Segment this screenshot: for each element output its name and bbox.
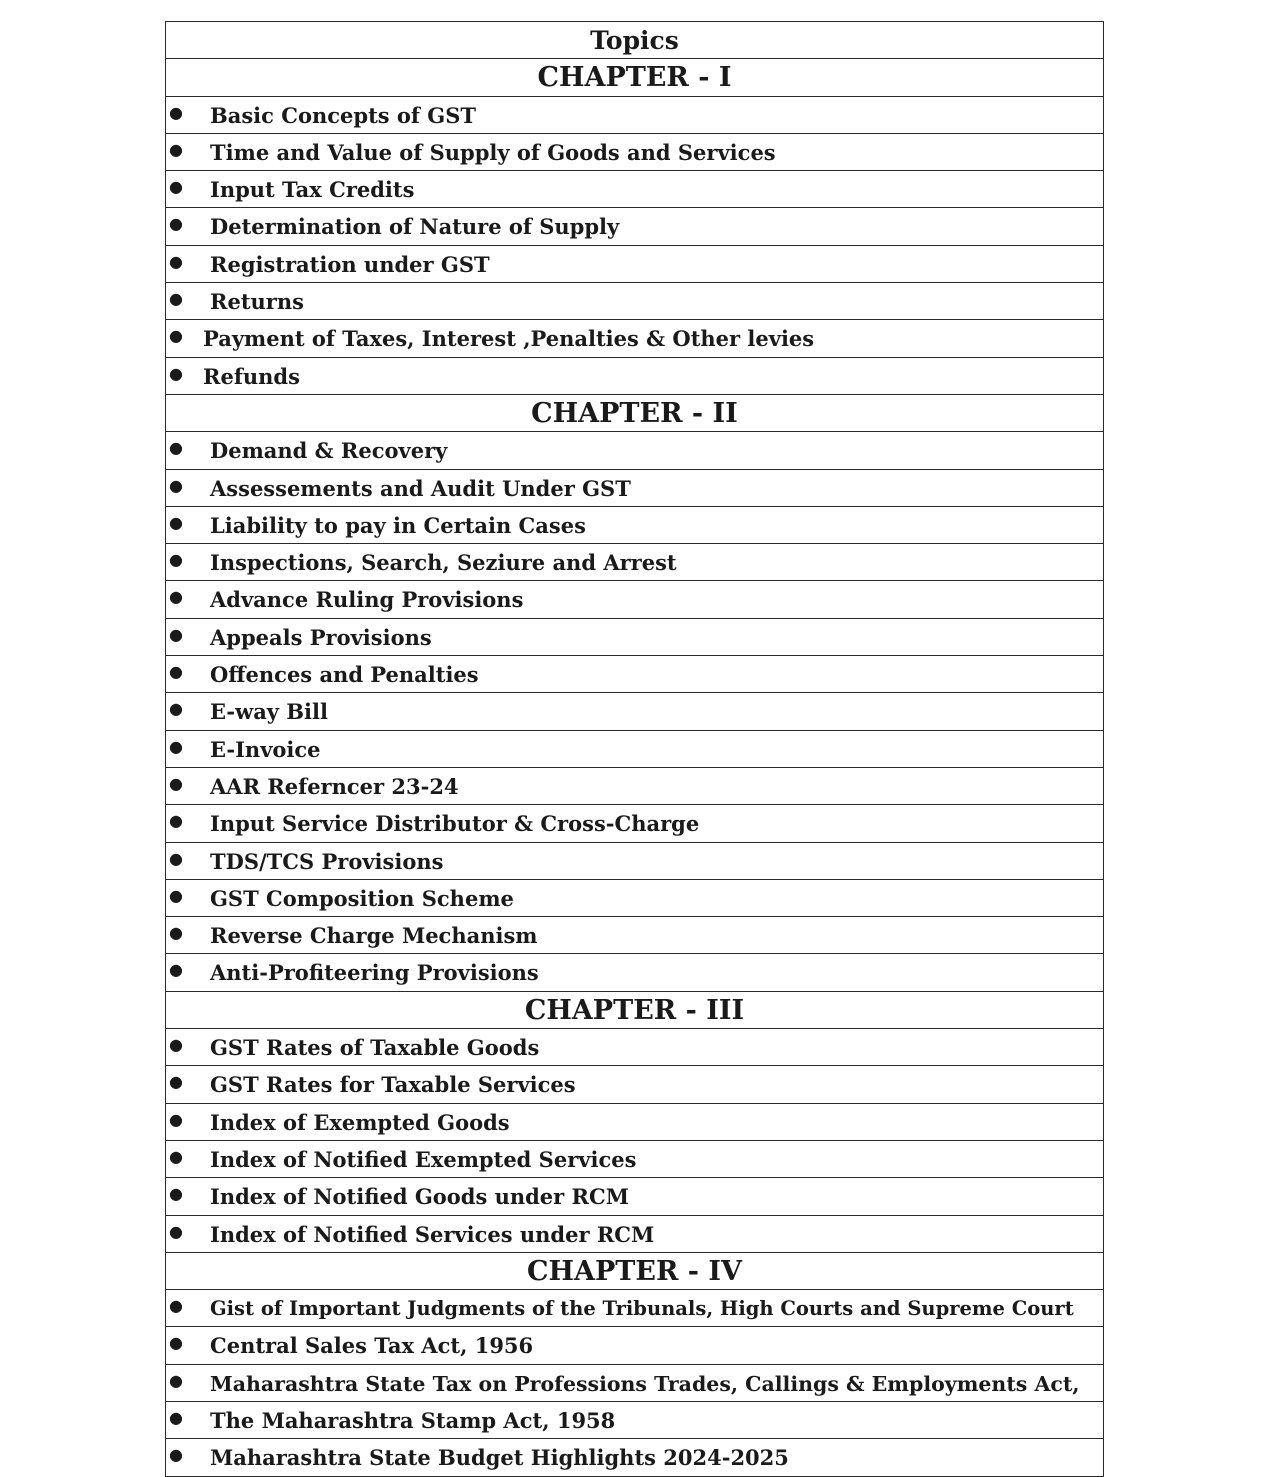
list-item-label: Anti-Profiteering Provisions	[210, 960, 539, 986]
bullet-icon: ●	[169, 550, 183, 570]
chapter-heading	[166, 59, 1103, 96]
list-item	[166, 507, 1103, 544]
chapter-title: CHAPTER - II	[531, 397, 738, 429]
bullet-icon: ●	[169, 885, 183, 905]
list-item-label: Appeals Provisions	[210, 624, 432, 650]
list-item	[166, 619, 1103, 656]
list-item-label: TDS/TCS Provisions	[210, 848, 444, 874]
chapter-heading	[166, 395, 1103, 432]
list-item	[166, 1365, 1103, 1402]
bullet-icon: ●	[169, 848, 183, 868]
list-item	[166, 581, 1103, 618]
chapter-title: CHAPTER - III	[524, 994, 745, 1026]
bullet-icon: ●	[169, 512, 183, 532]
list-item	[166, 134, 1103, 171]
bullet-icon: ●	[169, 587, 183, 607]
list-item	[166, 1439, 1103, 1476]
list-item	[166, 1141, 1103, 1178]
bullet-icon: ●	[169, 773, 183, 793]
list-item	[166, 1402, 1103, 1439]
list-item-label: Offences and Penalties	[210, 662, 479, 688]
list-item	[166, 1216, 1103, 1253]
bullet-icon: ●	[169, 1109, 183, 1129]
list-item-label: Time and Value of Supply of Goods and Services	[210, 139, 776, 165]
list-item	[166, 470, 1103, 507]
bullet-icon: ●	[169, 139, 183, 159]
list-item-label: Demand & Recovery	[210, 438, 448, 464]
list-item-label: E-way Bill	[210, 699, 328, 725]
list-item	[166, 1327, 1103, 1364]
list-item-label: GST Rates of Taxable Goods	[210, 1035, 540, 1061]
list-item-label: Inspections, Search, Seziure and Arrest	[210, 550, 677, 576]
list-item-label: Determination of Nature of Supply	[210, 214, 620, 240]
bullet-icon: ●	[169, 214, 183, 234]
list-item-label: Input Service Distributor & Cross-Charge	[210, 811, 700, 837]
list-item-label: Central Sales Tax Act, 1956	[210, 1333, 534, 1359]
list-item	[166, 693, 1103, 730]
list-item	[166, 656, 1103, 693]
list-item-label: Input Tax Credits	[210, 177, 415, 203]
list-item-label: Assessements and Audit Under GST	[210, 475, 631, 501]
bullet-icon: ●	[169, 1221, 183, 1241]
chapter-heading	[166, 992, 1103, 1029]
bullet-icon: ●	[169, 1296, 183, 1316]
bullet-icon: ●	[169, 1333, 183, 1353]
list-item	[166, 954, 1103, 991]
list-item-label: Basic Concepts of GST	[210, 102, 476, 128]
list-item-label: Index of Notified Services under RCM	[210, 1221, 655, 1247]
list-item	[166, 171, 1103, 208]
list-item-label: Returns	[210, 289, 304, 315]
list-item-label: Gist of Important Judgments of the Tribunals, High Courts and Supreme Court	[210, 1297, 1074, 1321]
list-item-label: Registration under GST	[210, 251, 490, 277]
bullet-icon: ●	[169, 326, 183, 346]
list-item	[166, 1178, 1103, 1215]
list-item	[166, 283, 1103, 320]
list-item-label: GST Rates for Taxable Services	[210, 1072, 576, 1098]
list-item	[166, 544, 1103, 581]
bullet-icon: ●	[169, 1072, 183, 1092]
list-item-label: Reverse Charge Mechanism	[210, 923, 538, 949]
bullet-icon: ●	[169, 102, 183, 122]
bullet-icon: ●	[169, 811, 183, 831]
bullet-icon: ●	[169, 251, 183, 271]
list-item	[166, 843, 1103, 880]
list-item-label: GST Composition Scheme	[210, 885, 514, 911]
list-item-label: Index of Notified Exempted Services	[210, 1146, 637, 1172]
list-item-label: Index of Notified Goods under RCM	[210, 1184, 629, 1210]
list-item	[166, 1029, 1103, 1066]
chapter-title: CHAPTER - I	[537, 62, 732, 94]
list-item	[166, 432, 1103, 469]
bullet-icon: ●	[169, 1445, 183, 1465]
bullet-icon: ●	[169, 699, 183, 719]
list-item-label: Advance Ruling Provisions	[210, 587, 524, 613]
list-item-label: Refunds	[203, 363, 300, 389]
list-item-label: Maharashtra State Tax on Professions Trades, Callings & Employments Act,	[210, 1371, 1080, 1396]
list-item	[166, 768, 1103, 805]
table-header	[166, 22, 1103, 59]
topics-table	[165, 21, 1104, 1477]
list-item	[166, 1066, 1103, 1103]
bullet-icon: ●	[169, 438, 183, 458]
list-item	[166, 208, 1103, 245]
list-item-label: Index of Exempted Goods	[210, 1109, 510, 1135]
bullet-icon: ●	[169, 1407, 183, 1427]
chapter-title: CHAPTER - IV	[527, 1255, 742, 1287]
list-item-label: Payment of Taxes, Interest ,Penalties & Other levies	[203, 326, 815, 352]
list-item-label: Maharashtra State Budget Highlights 2024-2025	[210, 1445, 789, 1471]
list-item	[166, 1104, 1103, 1141]
list-item-label: AAR Referncer 23-24	[210, 773, 459, 799]
list-item	[166, 731, 1103, 768]
list-item	[166, 320, 1103, 357]
bullet-icon: ●	[169, 960, 183, 980]
list-item	[166, 880, 1103, 917]
list-item-label: E-Invoice	[210, 736, 321, 762]
chapter-heading	[166, 1253, 1103, 1290]
list-item-label: Liability to pay in Certain Cases	[210, 512, 586, 538]
bullet-icon: ●	[169, 736, 183, 756]
bullet-icon: ●	[169, 177, 183, 197]
list-item	[166, 1290, 1103, 1327]
bullet-icon: ●	[169, 923, 183, 943]
bullet-icon: ●	[169, 1035, 183, 1055]
list-item	[166, 97, 1103, 134]
bullet-icon: ●	[169, 662, 183, 682]
bullet-icon: ●	[169, 1370, 183, 1390]
list-item	[166, 358, 1103, 395]
bullet-icon: ●	[169, 475, 183, 495]
bullet-icon: ●	[169, 363, 183, 383]
bullet-icon: ●	[169, 624, 183, 644]
bullet-icon: ●	[169, 289, 183, 309]
list-item	[166, 246, 1103, 283]
list-item	[166, 917, 1103, 954]
list-item	[166, 805, 1103, 842]
bullet-icon: ●	[169, 1184, 183, 1204]
list-item-label: The Maharashtra Stamp Act, 1958	[210, 1407, 616, 1433]
table-header-label: Topics	[590, 26, 679, 55]
bullet-icon: ●	[169, 1146, 183, 1166]
